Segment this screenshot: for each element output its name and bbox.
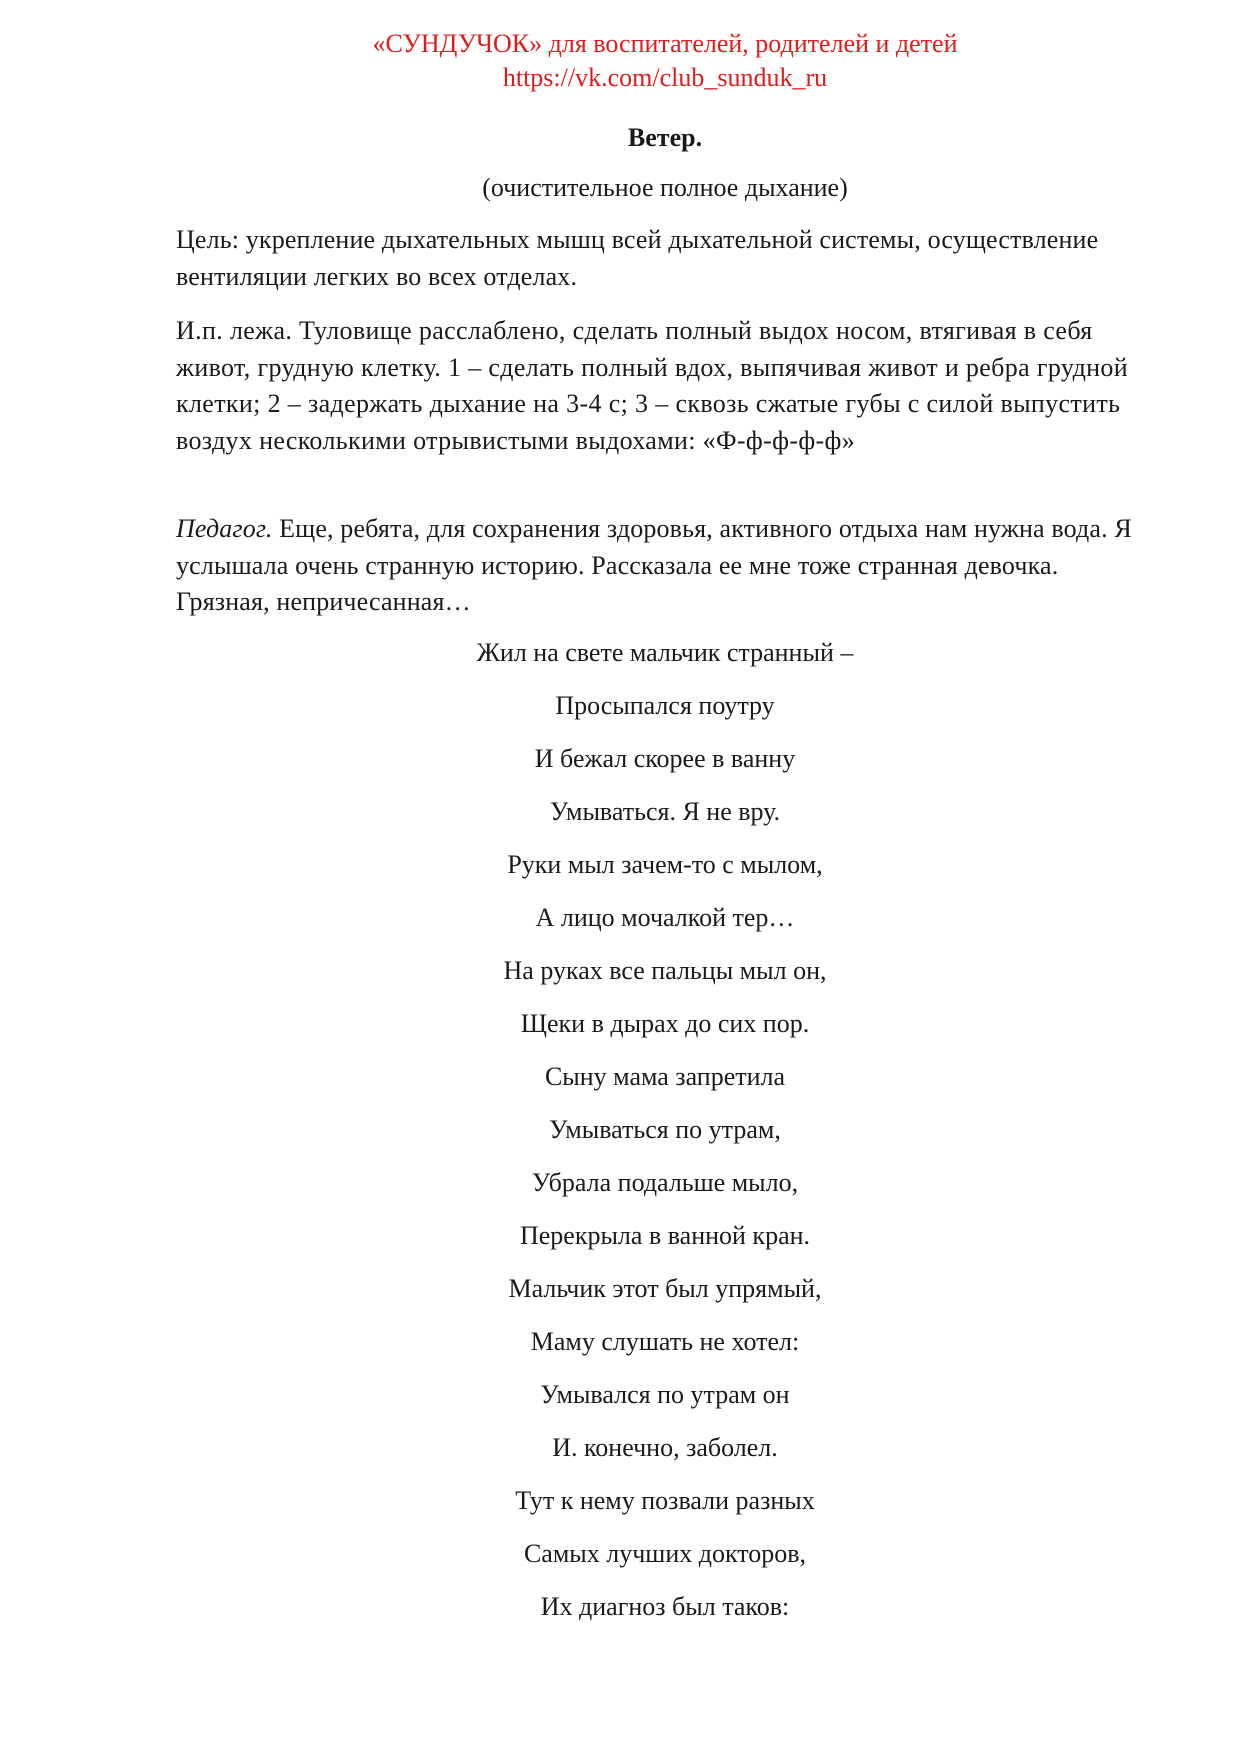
pedagog-paragraph bbox=[176, 511, 1156, 621]
poem-line: Перекрыла в ванной кран. bbox=[519, 1221, 811, 1250]
poem-line: Маму слушать не хотел: bbox=[530, 1327, 800, 1356]
exercise-subtitle: (очистительное полное дыхание) bbox=[482, 173, 848, 202]
poem-line: Жил на свете мальчик странный – bbox=[476, 638, 854, 667]
pedagog-label: Педагог. bbox=[176, 514, 273, 543]
poem-line: На руках все пальцы мыл он, bbox=[503, 956, 827, 985]
poem-line: Щеки в дырах до сих пор. bbox=[520, 1009, 810, 1038]
poem-line: Их диагноз был таков: bbox=[540, 1592, 790, 1621]
poem-line: Руки мыл зачем-то с мылом, bbox=[507, 850, 823, 879]
poem-line: Умываться. Я не вру. bbox=[549, 797, 781, 826]
header-group-name: «СУНДУЧОК» для воспитателей, родителей и детей bbox=[372, 29, 958, 58]
exercise-paragraph: И.п. лежа. Туловище расслаблено, сделать полный выдох носом, втягивая в себя живот, грудную клетку. 1 – сделать полный вдох, выпячивая живот и ребра грудной клетки; 2 – задержать дыхание на 3-4 с; 3 – сквозь сжатые губы с силой выпустить воздух несколькими отрывистыми выдохами: «Ф-ф-ф-ф-ф» bbox=[176, 316, 1129, 455]
poem-line: А лицо мочалкой тер… bbox=[535, 903, 795, 932]
poem-line: Сыну мама запретила bbox=[544, 1062, 786, 1091]
poem-line: Умываться по утрам, bbox=[549, 1115, 781, 1144]
page-header bbox=[180, 27, 1150, 95]
poem-line: Мальчик этот был упрямый, bbox=[508, 1274, 822, 1303]
header-group-link[interactable]: https://vk.com/club_sunduk_ru bbox=[502, 63, 828, 92]
goal-paragraph: Цель: укрепление дыхательных мышц всей дыхательной системы, осуществление вентиляции легких во всех отделах. bbox=[176, 225, 1099, 291]
poem-line: Самых лучших докторов, bbox=[523, 1539, 807, 1568]
pedagog-text: Еще, ребята, для сохранения здоровья, активного отдыха нам нужна вода. Я услышала очень странную историю. Рассказала ее мне тоже странная девочка. Грязная, непричесанная… bbox=[176, 514, 1132, 616]
poem-line: Умывался по утрам он bbox=[540, 1380, 790, 1409]
poem bbox=[180, 636, 1150, 1643]
poem-line: Просыпался поутру bbox=[555, 691, 775, 720]
poem-line: Тут к нему позвали разных bbox=[515, 1486, 815, 1515]
poem-line: И. конечно, заболел. bbox=[552, 1433, 778, 1462]
exercise-title: Ветер. bbox=[627, 123, 703, 152]
poem-line: Убрала подальше мыло, bbox=[531, 1168, 799, 1197]
poem-line: И бежал скорее в ванну bbox=[534, 744, 796, 773]
